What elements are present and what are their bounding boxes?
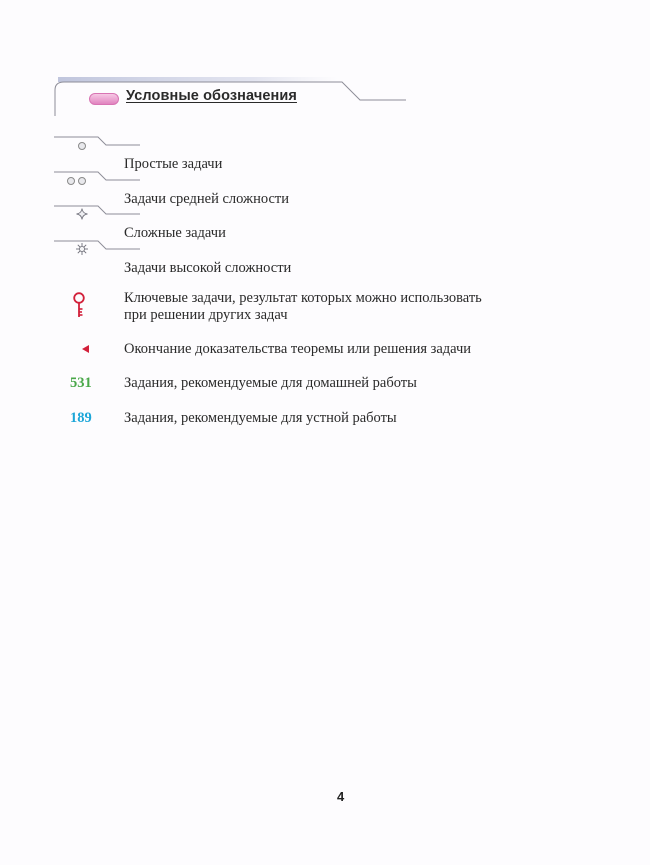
circle-icon <box>78 140 86 152</box>
legend-text: Ключевые задачи, результат которых можно использовать <box>124 290 482 306</box>
legend-end-of-proof <box>70 341 590 359</box>
sun-star-icon <box>76 243 88 255</box>
tab-line <box>54 205 454 225</box>
section-header <box>54 76 406 126</box>
triangle-left-icon <box>82 345 89 353</box>
key-icon <box>64 292 94 323</box>
tab-line <box>54 240 454 260</box>
double-circle-icon <box>67 175 86 187</box>
difficulty-label: Задачи высокой сложности <box>124 260 292 276</box>
legend-text: Задания, рекомендуемые для домашней работы <box>124 375 417 391</box>
legend-oral-work <box>70 410 590 428</box>
difficulty-label: Сложные задачи <box>124 225 226 241</box>
difficulty-medium <box>54 171 454 205</box>
legend-text: Задания, рекомендуемые для устной работы <box>124 410 397 426</box>
homework-number-marker: 531 <box>70 375 92 391</box>
difficulty-label: Задачи средней сложности <box>124 191 289 207</box>
tab-line <box>54 136 454 156</box>
legend-homework <box>70 375 590 393</box>
oral-number-marker: 189 <box>70 410 92 426</box>
legend-text-line2: при решении других задач <box>124 307 288 323</box>
difficulty-very-hard <box>54 240 454 274</box>
diamond-star-icon <box>76 208 88 220</box>
legend-text: Окончание доказательства теоремы или решения задачи <box>124 341 472 357</box>
difficulty-simple <box>54 136 454 170</box>
tab-line <box>54 171 454 191</box>
header-pill-icon <box>89 93 119 105</box>
difficulty-hard <box>54 205 454 239</box>
section-title: Условные обозначения <box>126 88 297 104</box>
page-number: 4 <box>337 789 345 804</box>
difficulty-label: Простые задачи <box>124 156 223 172</box>
legend-key-tasks <box>70 290 590 326</box>
